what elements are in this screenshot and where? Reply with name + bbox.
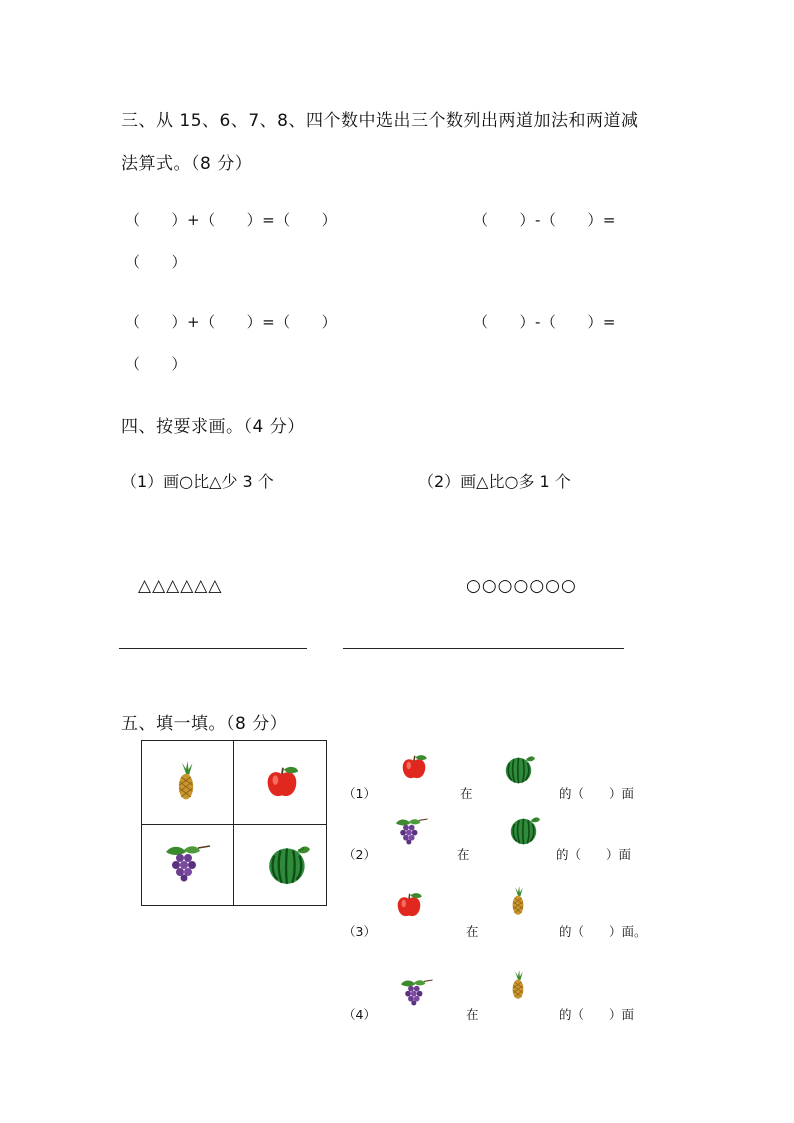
- addition-equation-2: （ ）+（ ）=（ ）: [125, 313, 338, 331]
- section4-title: 四、按要求画。（4 分）: [121, 417, 305, 437]
- item-4-zai: 在: [466, 1007, 479, 1022]
- item-1-number: （1）: [343, 786, 376, 801]
- watermelon-icon: [503, 754, 537, 784]
- apple-icon: [262, 763, 302, 801]
- answer-line-2[interactable]: [343, 648, 624, 649]
- subtraction-result-2: （ ）: [125, 355, 188, 373]
- apple-icon: [393, 890, 425, 920]
- grid-divider-horizontal: [142, 824, 326, 825]
- pineapple-icon: [509, 968, 527, 1002]
- fruit-grid: [141, 740, 327, 906]
- addition-equation-1: （ ）+（ ）=（ ）: [125, 211, 338, 229]
- item-2-number: （2）: [343, 847, 376, 862]
- item-3-number: （3）: [343, 924, 376, 939]
- item-4-answer[interactable]: 的（ ）面: [559, 1007, 635, 1022]
- section3-title-line2: 法算式。（8 分）: [121, 154, 253, 174]
- grapes-icon: [162, 842, 212, 882]
- question-4-1: （1）画○比△少 3 个: [121, 472, 274, 491]
- watermelon-icon: [508, 815, 542, 845]
- watermelon-icon: [266, 843, 312, 885]
- pineapple-icon: [174, 759, 198, 803]
- answer-line-1[interactable]: [119, 648, 307, 649]
- grapes-icon: [398, 977, 434, 1006]
- subtraction-result-1: （ ）: [125, 253, 188, 271]
- item-4-number: （4）: [343, 1007, 376, 1022]
- item-2-zai: 在: [457, 847, 470, 862]
- apple-icon: [398, 752, 430, 782]
- subtraction-equation-2: （ ）-（ ）=: [473, 313, 616, 331]
- item-2-answer[interactable]: 的（ ）面: [556, 847, 632, 862]
- section3-title-line1: 三、从 15、6、7、8、四个数中选出三个数列出两道加法和两道减: [121, 111, 639, 131]
- question-4-2: （2）画△比○多 1 个: [418, 472, 571, 491]
- grid-divider-vertical: [233, 741, 234, 905]
- item-1-answer[interactable]: 的（ ）面: [559, 786, 635, 801]
- subtraction-equation-1: （ ）-（ ）=: [473, 211, 616, 229]
- item-3-zai: 在: [466, 924, 479, 939]
- pineapple-icon: [509, 884, 527, 918]
- grapes-icon: [393, 816, 429, 845]
- section5-title: 五、填一填。（8 分）: [121, 714, 288, 734]
- circle-row: ○○○○○○○: [466, 576, 577, 596]
- triangle-row: △△△△△△: [138, 576, 223, 596]
- item-3-answer[interactable]: 的（ ）面。: [559, 924, 647, 939]
- item-1-zai: 在: [460, 786, 473, 801]
